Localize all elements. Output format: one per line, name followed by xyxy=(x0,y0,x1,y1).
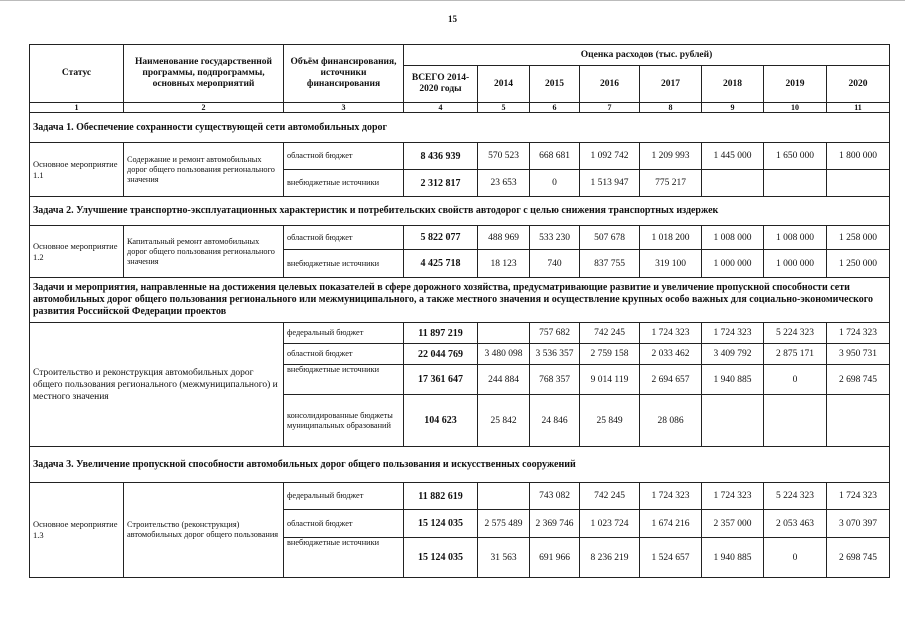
year-value: 244 884 xyxy=(478,365,530,395)
year-value: 2 033 462 xyxy=(640,344,702,365)
year-value xyxy=(764,170,827,197)
column-number: 8 xyxy=(640,103,702,113)
top-border-line xyxy=(0,0,905,1)
funding-source: внебюджетные источники xyxy=(284,365,404,395)
funding-source: консолидированные бюджеты муниципальных образований xyxy=(284,395,404,447)
total-value: 11 897 219 xyxy=(404,323,478,344)
year-value: 1 258 000 xyxy=(827,226,890,250)
year-value: 0 xyxy=(530,170,580,197)
year-value: 1 724 323 xyxy=(827,323,890,344)
year-value: 3 070 397 xyxy=(827,510,890,538)
year-value: 768 357 xyxy=(530,365,580,395)
year-value: 668 681 xyxy=(530,143,580,170)
year-value: 1 513 947 xyxy=(580,170,640,197)
funding-source: областной бюджет xyxy=(284,510,404,538)
year-value: 775 217 xyxy=(640,170,702,197)
year-value xyxy=(827,395,890,447)
header-year: 2016 xyxy=(580,66,640,103)
year-value: 1 724 323 xyxy=(702,483,764,510)
total-value: 17 361 647 xyxy=(404,365,478,395)
total-value: 22 044 769 xyxy=(404,344,478,365)
year-value: 533 230 xyxy=(530,226,580,250)
task-1-title: Задача 1. Обеспечение сохранности существующей сети автомобильных дорог xyxy=(30,113,890,143)
measure-name: Строительство (реконструкция) автомобильных дорог общего пользования xyxy=(124,483,284,578)
year-value: 3 950 731 xyxy=(827,344,890,365)
expenditure-table xyxy=(29,44,890,578)
total-value: 2 312 817 xyxy=(404,170,478,197)
year-value: 2 357 000 xyxy=(702,510,764,538)
funding-source: областной бюджет xyxy=(284,143,404,170)
year-value: 1 250 000 xyxy=(827,250,890,278)
total-value: 15 124 035 xyxy=(404,538,478,578)
year-value: 3 409 792 xyxy=(702,344,764,365)
year-value: 1 724 323 xyxy=(640,483,702,510)
total-value: 11 882 619 xyxy=(404,483,478,510)
year-value: 0 xyxy=(764,365,827,395)
year-value: 23 653 xyxy=(478,170,530,197)
year-value: 742 245 xyxy=(580,483,640,510)
header-year: 2014 xyxy=(478,66,530,103)
year-value: 0 xyxy=(764,538,827,578)
year-value: 1 724 323 xyxy=(640,323,702,344)
funding-source: внебюджетные источники xyxy=(284,170,404,197)
year-value: 1 724 323 xyxy=(827,483,890,510)
funding-source: федеральный бюджет xyxy=(284,483,404,510)
year-value: 1 008 000 xyxy=(764,226,827,250)
header-name: Наименование государственной программы, подпрограммы, основных мероприятий xyxy=(124,45,284,103)
task-mixed-title: Задачи и мероприятия, направленные на достижения целевых показателей в сфере дорожного хозяйства, предусматривающие развитие и увеличение пропускной способности сети автомобильных дорог общего пользования регионального или межмуниципального, а также местного значения и осуществление крупных особо важных для социально-экономического развития Российской Федерации проектов xyxy=(30,278,890,323)
status-cell: Основное мероприятие 1.2 xyxy=(30,226,124,278)
year-value: 9 014 119 xyxy=(580,365,640,395)
table-row xyxy=(30,226,890,250)
header-row xyxy=(30,45,890,66)
column-number: 5 xyxy=(478,103,530,113)
year-value: 1 724 323 xyxy=(702,323,764,344)
year-value: 1 000 000 xyxy=(702,250,764,278)
year-value: 488 969 xyxy=(478,226,530,250)
year-value: 1 940 885 xyxy=(702,365,764,395)
year-value: 5 224 323 xyxy=(764,323,827,344)
header-estimate: Оценка расходов (тыс. рублей) xyxy=(404,45,890,66)
status-cell: Основное мероприятие 1.3 xyxy=(30,483,124,578)
year-value: 1 209 993 xyxy=(640,143,702,170)
column-number-row xyxy=(30,103,890,113)
funding-source: внебюджетные источники xyxy=(284,250,404,278)
status-cell: Основное мероприятие 1.1 xyxy=(30,143,124,197)
header-year: 2019 xyxy=(764,66,827,103)
page-number: 15 xyxy=(448,14,457,24)
year-value: 31 563 xyxy=(478,538,530,578)
header-year: 2017 xyxy=(640,66,702,103)
header-volume: Объём финансирования, источники финансирования xyxy=(284,45,404,103)
task-row xyxy=(30,447,890,483)
year-value: 5 224 323 xyxy=(764,483,827,510)
year-value: 742 245 xyxy=(580,323,640,344)
total-value: 104 623 xyxy=(404,395,478,447)
year-value: 1 008 000 xyxy=(702,226,764,250)
header-year: 2020 xyxy=(827,66,890,103)
total-value: 4 425 718 xyxy=(404,250,478,278)
year-value: 1 674 216 xyxy=(640,510,702,538)
task-row xyxy=(30,197,890,226)
year-value: 691 966 xyxy=(530,538,580,578)
total-value: 8 436 939 xyxy=(404,143,478,170)
year-value: 1 445 000 xyxy=(702,143,764,170)
column-number: 10 xyxy=(764,103,827,113)
year-value: 570 523 xyxy=(478,143,530,170)
column-number: 6 xyxy=(530,103,580,113)
year-value: 3 536 357 xyxy=(530,344,580,365)
column-number: 2 xyxy=(124,103,284,113)
funding-source: федеральный бюджет xyxy=(284,323,404,344)
year-value: 25 842 xyxy=(478,395,530,447)
table-row xyxy=(30,143,890,170)
year-value: 2 053 463 xyxy=(764,510,827,538)
year-value: 740 xyxy=(530,250,580,278)
column-number: 1 xyxy=(30,103,124,113)
year-value: 1 092 742 xyxy=(580,143,640,170)
year-value: 1 000 000 xyxy=(764,250,827,278)
total-value: 5 822 077 xyxy=(404,226,478,250)
year-value xyxy=(702,170,764,197)
year-value: 2 698 745 xyxy=(827,365,890,395)
year-value: 757 682 xyxy=(530,323,580,344)
year-value: 18 123 xyxy=(478,250,530,278)
column-number: 3 xyxy=(284,103,404,113)
total-value: 15 124 035 xyxy=(404,510,478,538)
year-value: 24 846 xyxy=(530,395,580,447)
year-value: 1 650 000 xyxy=(764,143,827,170)
year-value xyxy=(702,395,764,447)
table-row xyxy=(30,483,890,510)
year-value: 2 759 158 xyxy=(580,344,640,365)
task-row xyxy=(30,278,890,323)
year-value: 507 678 xyxy=(580,226,640,250)
year-value: 2 369 746 xyxy=(530,510,580,538)
year-value: 319 100 xyxy=(640,250,702,278)
year-value: 1 800 000 xyxy=(827,143,890,170)
measure-name: Капитальный ремонт автомобильных дорог общего пользования регионального значения xyxy=(124,226,284,278)
column-number: 7 xyxy=(580,103,640,113)
year-value: 2 694 657 xyxy=(640,365,702,395)
year-value: 743 082 xyxy=(530,483,580,510)
task-3-title: Задача 3. Увеличение пропускной способности автомобильных дорог общего пользования и искусственных сооружений xyxy=(30,447,890,483)
year-value xyxy=(764,395,827,447)
task-row xyxy=(30,113,890,143)
year-value: 2 875 171 xyxy=(764,344,827,365)
year-value: 837 755 xyxy=(580,250,640,278)
task-2-title: Задача 2. Улучшение транспортно-эксплуатационных характеристик и потребительских свойств автодорог с целью снижения транспортных издержек xyxy=(30,197,890,226)
year-value: 8 236 219 xyxy=(580,538,640,578)
year-value: 2 698 745 xyxy=(827,538,890,578)
year-value: 3 480 098 xyxy=(478,344,530,365)
year-value: 1 018 200 xyxy=(640,226,702,250)
header-year: 2018 xyxy=(702,66,764,103)
year-value: 1 940 885 xyxy=(702,538,764,578)
header-total: ВСЕГО 2014-2020 годы xyxy=(404,66,478,103)
column-number: 4 xyxy=(404,103,478,113)
year-value: 1 023 724 xyxy=(580,510,640,538)
funding-source: внебюджетные источники xyxy=(284,538,404,578)
column-number: 9 xyxy=(702,103,764,113)
funding-source: областной бюджет xyxy=(284,344,404,365)
header-status: Статус xyxy=(30,45,124,103)
measure-name: Строительство и реконструкция автомобильных дорог общего пользования регионального (межмуниципального) и местного значения xyxy=(30,323,284,447)
year-value xyxy=(827,170,890,197)
table-row xyxy=(30,323,890,344)
year-value: 25 849 xyxy=(580,395,640,447)
funding-source: областной бюджет xyxy=(284,226,404,250)
year-value: 1 524 657 xyxy=(640,538,702,578)
year-value xyxy=(478,483,530,510)
header-year: 2015 xyxy=(530,66,580,103)
year-value: 28 086 xyxy=(640,395,702,447)
year-value xyxy=(478,323,530,344)
column-number: 11 xyxy=(827,103,890,113)
measure-name: Содержание и ремонт автомобильных дорог общего пользования регионального значения xyxy=(124,143,284,197)
year-value: 2 575 489 xyxy=(478,510,530,538)
